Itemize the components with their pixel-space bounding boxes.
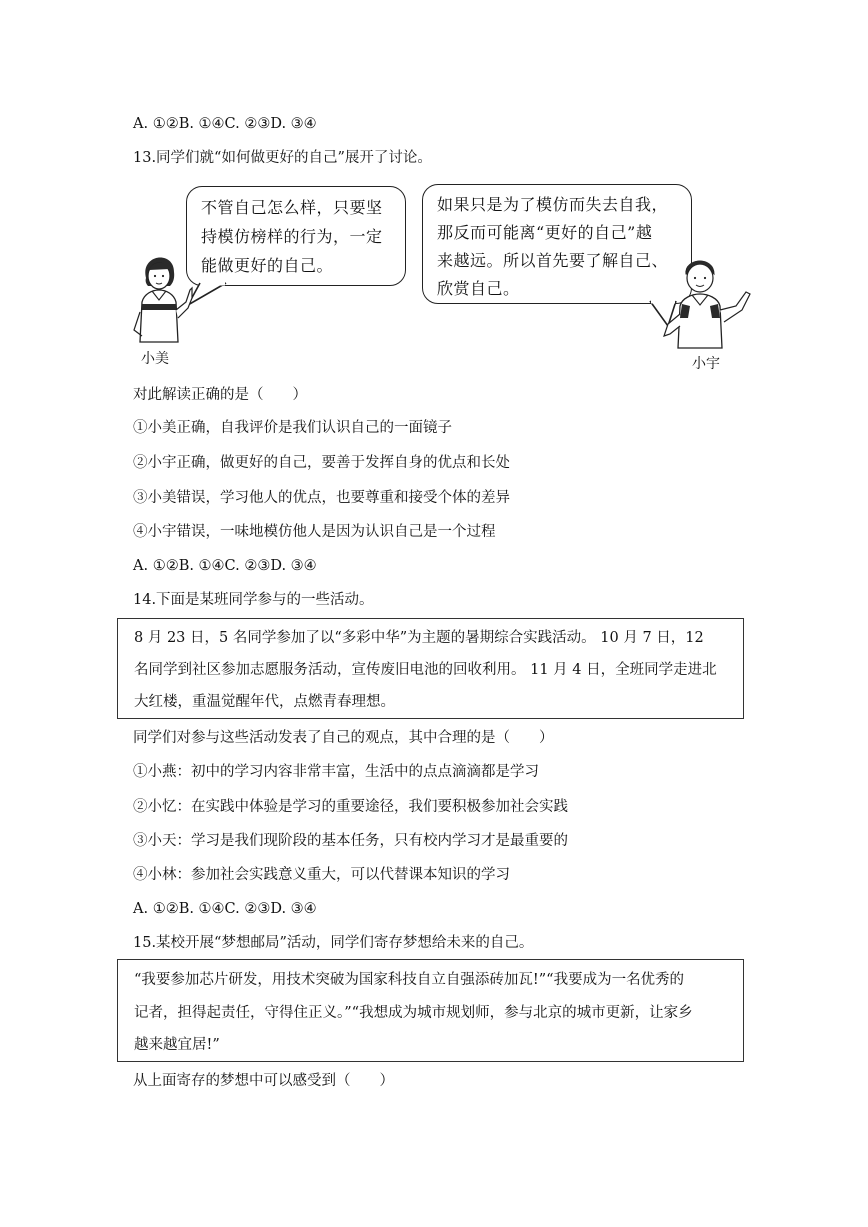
boy-figure-illustration — [662, 252, 762, 352]
q13-options: A. ①②B. ①④C. ②③D. ③④ — [133, 558, 317, 574]
bubble-right-line: 来越远。所以首先要了解自己、 — [437, 251, 669, 270]
q14-stem: 14.下面是某班同学参与的一些活动。 — [133, 592, 374, 608]
q14-item: ①小燕：初中的学习内容非常丰富，生活中的点点滴滴都是学习 — [133, 764, 539, 780]
right-bubble-tail — [0, 0, 868, 420]
bubble-left-line: 能做更好的自己。 — [201, 256, 334, 275]
q13-question: 对此解读正确的是（ ） — [133, 387, 307, 403]
bubble-left-line: 不管自己怎么样，只要坚 — [201, 198, 383, 217]
q12-options: A. ①②B. ①④C. ②③D. ③④ — [133, 116, 317, 132]
bubble-right-line: 如果只是为了模仿而失去自我， — [437, 195, 669, 214]
q15-box-line: 记者，担得起责任，守得住正义。”“我想成为城市规划师，参与北京的城市更新，让家乡 — [134, 1005, 693, 1021]
q15-info-box — [117, 959, 744, 1062]
q15-box-line: 越来越宜居!” — [134, 1037, 220, 1053]
caption-xiaomei: 小美 — [141, 351, 169, 367]
q13-item: ③小美错误，学习他人的优点，也要尊重和接受个体的差异 — [133, 490, 510, 506]
q15-stem: 15.某校开展“梦想邮局”活动，同学们寄存梦想给未来的自己。 — [133, 935, 534, 951]
q14-box-line: 大红楼，重温觉醒年代，点燃青春理想。 — [134, 694, 395, 710]
q14-box-line: 8 月 23 日，5 名同学参加了以“多彩中华”为主题的暑期综合实践活动。 10 月 7 日，12 — [134, 630, 704, 646]
bubble-right-line: 那反而可能离“更好的自己”越 — [437, 223, 653, 242]
q14-item: ③小天：学习是我们现阶段的基本任务，只有校内学习才是最重要的 — [133, 833, 568, 849]
q15-box-line: “我要参加芯片研发，用技术突破为国家科技自立自强添砖加瓦!”“我要成为一名优秀的 — [134, 972, 685, 988]
q15-question: 从上面寄存的梦想中可以感受到（ ） — [133, 1073, 394, 1089]
q14-item: ②小忆：在实践中体验是学习的重要途径，我们要积极参加社会实践 — [133, 799, 568, 815]
q13-item: ②小宇正确，做更好的自己，要善于发挥自身的优点和长处 — [133, 455, 510, 471]
bubble-right-line: 欣赏自己。 — [437, 279, 520, 298]
q13-item: ④小宇错误，一味地模仿他人是因为认识自己是一个过程 — [133, 524, 496, 540]
bubble-left-line: 持模仿榜样的行为，一定 — [201, 227, 383, 246]
q13-item: ①小美正确，自我评价是我们认识自己的一面镜子 — [133, 420, 452, 436]
girl-figure-illustration — [128, 250, 198, 345]
q14-item: ④小林：参加社会实践意义重大，可以代替课本知识的学习 — [133, 867, 510, 883]
q13-stem: 13.同学们就“如何做更好的自己”展开了讨论。 — [133, 150, 432, 166]
q14-info-box — [117, 618, 744, 719]
q14-box-line: 名同学到社区参加志愿服务活动，宣传废旧电池的回收利用。 11 月 4 日，全班同学走进北 — [134, 662, 717, 678]
q14-options: A. ①②B. ①④C. ②③D. ③④ — [133, 901, 317, 917]
q14-question: 同学们对参与这些活动发表了自己的观点，其中合理的是（ ） — [133, 730, 554, 746]
caption-xiaoyu: 小宇 — [692, 356, 720, 372]
